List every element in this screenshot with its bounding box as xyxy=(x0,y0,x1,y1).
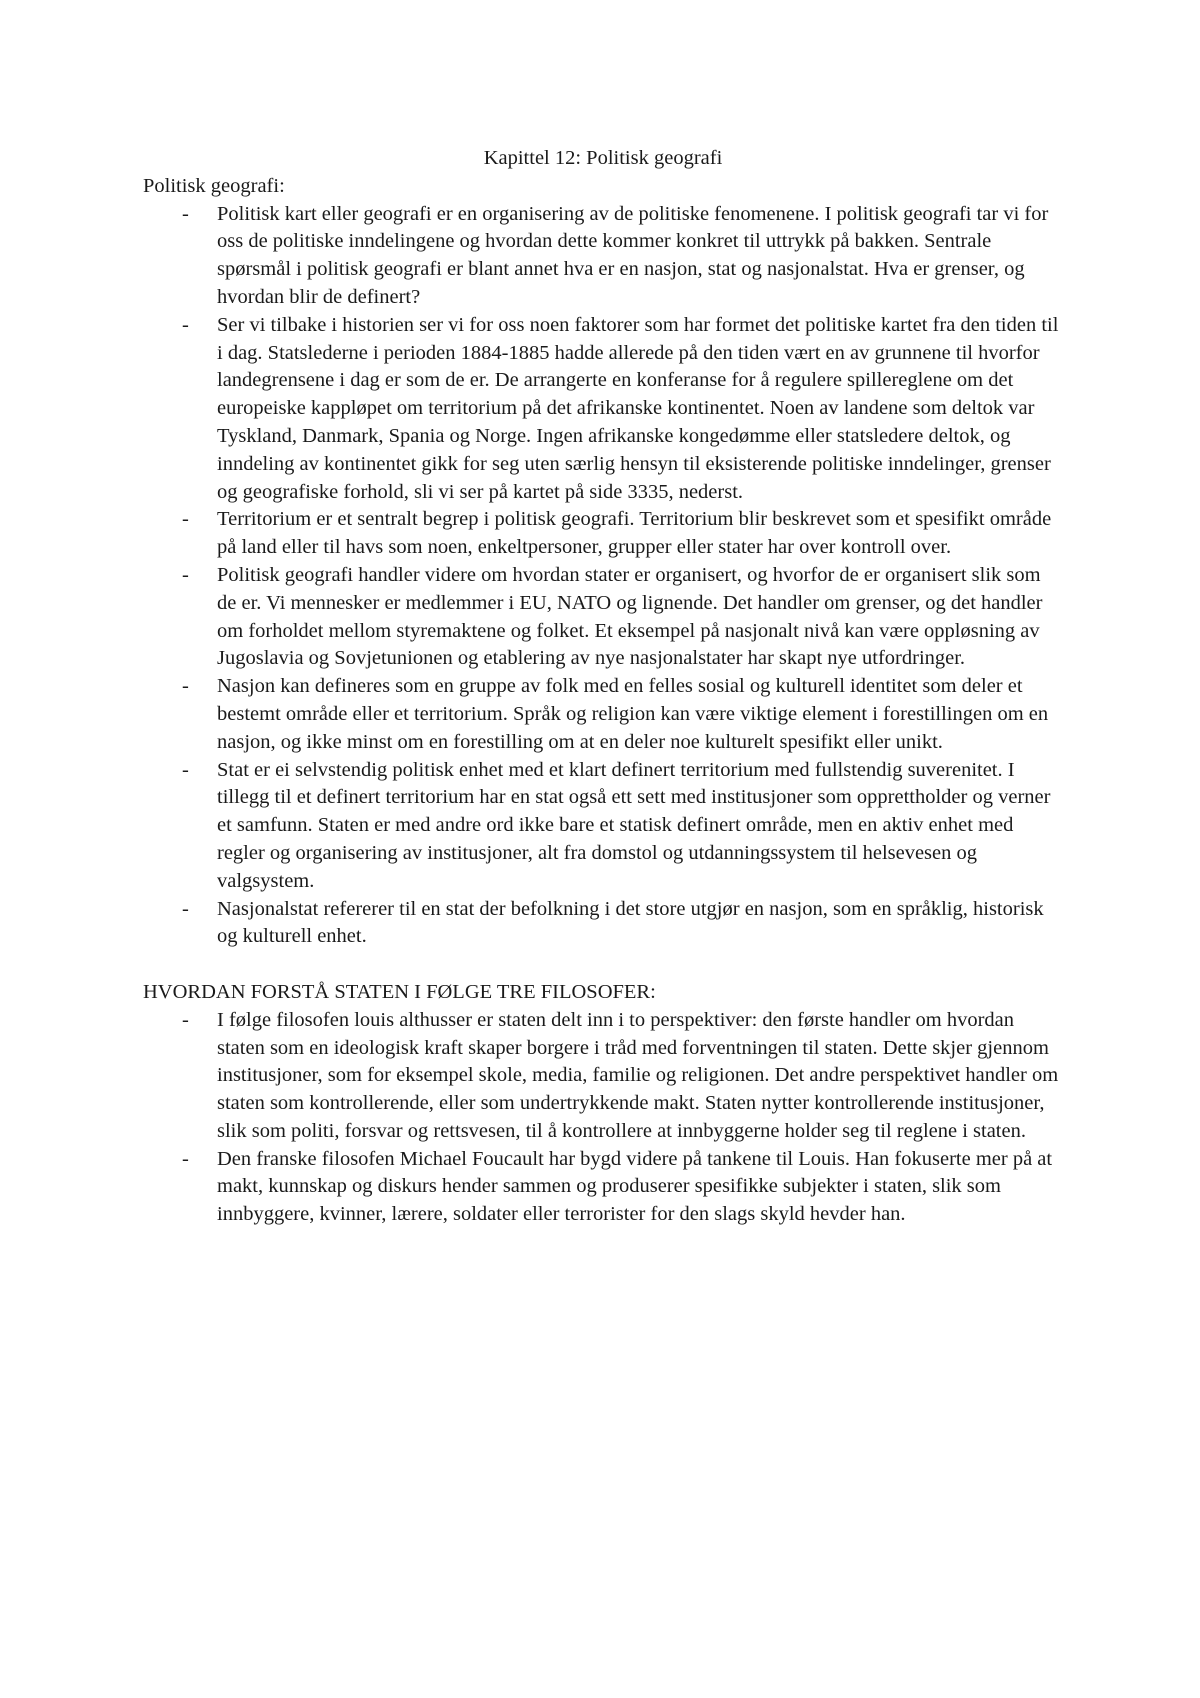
list-item-text: Stat er ei selvstendig politisk enhet med et klart definert territorium med fullstendig suverenitet. I tillegg til et definert territorium har en stat også ett sett med institusjoner som opprettholder og verner et samfunn. Staten er med andre ord ikke bare et statisk definert område, men en aktiv enhet med regler og organisering av institusjoner, alt fra domstol og utdanningssystem til helsevesen og valgsystem. xyxy=(217,758,1051,892)
list-item xyxy=(143,201,1063,312)
bullet-marker: - xyxy=(182,313,189,336)
section-heading: Politisk geografi: xyxy=(143,174,285,197)
bullet-list xyxy=(143,1007,1063,1229)
list-item-text: Politisk geografi handler videre om hvordan stater er organisert, og hvorfor de er organisert slik som de er. Vi mennesker er medlemmer i EU, NATO og lignende. Det handler om grenser, og det handler om forholdet mellom styremaktene og folket. Et eksempel på nasjonalt nivå kan være oppløsning av Jugoslavia og Sovjetunionen og etablering av nye nasjonalstater har skapt nye utfordringer. xyxy=(217,563,1043,670)
section-heading: HVORDAN FORSTÅ STATEN I FØLGE TRE FILOSOFER: xyxy=(143,980,656,1003)
document-content xyxy=(143,145,1063,1229)
bullet-marker: - xyxy=(182,1008,189,1031)
bullet-marker: - xyxy=(182,675,189,698)
list-item xyxy=(143,506,1063,562)
list-item xyxy=(143,312,1063,507)
list-item-text: Nasjon kan defineres som en gruppe av folk med en felles sosial og kulturell identitet som deler et bestemt område eller et territorium. Språk og religion kan være viktige element i forestillingen om en nasjon, og ikke minst om en forestilling om at en deler noe kulturelt spesifikt eller unikt. xyxy=(217,675,1049,753)
list-item-text: Nasjonalstat refererer til en stat der befolkning i det store utgjør en nasjon, som en språklig, historisk og kulturell enhet. xyxy=(217,897,1044,948)
list-item-text: Politisk kart eller geografi er en organisering av de politiske fenomenene. I politisk geografi tar vi for oss de politiske inndelingene og hvordan dette kommer konkret til uttrykk på bakken. Sentrale spørsmål i politisk geografi er blant annet hva er en nasjon, stat og nasjonalstat. Hva er grenser, og hvordan blir de definert? xyxy=(217,202,1049,308)
list-item xyxy=(143,673,1063,756)
list-item xyxy=(143,1146,1063,1229)
bullet-marker: - xyxy=(182,1147,189,1170)
list-item xyxy=(143,757,1063,896)
list-item-text: Den franske filosofen Michael Foucault har bygd videre på tankene til Louis. Han fokuserte mer på at makt, kunnskap og diskurs hender sammen og produserer spesifikke subjekter i staten, slik som innbyggere, kvinner, lærere, soldater eller terrorister for den slags skyld hevder han. xyxy=(217,1147,1053,1226)
list-item-text: Territorium er et sentralt begrep i politisk geografi. Territorium blir beskrevet som et spesifikt område på land eller til havs som noen, enkeltpersoner, grupper eller stater har over kontroll over. xyxy=(217,508,1052,559)
section-politisk-geografi xyxy=(143,173,1063,951)
section-spacer xyxy=(143,951,1063,979)
bullet-marker: - xyxy=(182,563,189,586)
list-item xyxy=(143,1007,1063,1146)
section-filosofer xyxy=(143,979,1063,1229)
bullet-list xyxy=(143,201,1063,952)
bullet-marker: - xyxy=(182,897,189,920)
list-item xyxy=(143,896,1063,952)
bullet-marker: - xyxy=(182,758,189,781)
list-item xyxy=(143,562,1063,673)
list-item-text: I følge filosofen louis althusser er staten delt inn i to perspektiver: den første handler om hvordan staten som en ideologisk kraft skaper borgere i tråd med forventningen til staten. Dette skjer gjennom institusjoner, som for eksempel skole, media, familie og religionen. Det andre perspektivet handler om staten som kontrollerende, eller som undertrykkende makt. Staten nytter kontrollerende institusjoner, slik som politi, forsvar og rettsvesen, til å kontrollere at innbyggerne holder seg til reglene i staten. xyxy=(217,1008,1059,1142)
list-item-text: Ser vi tilbake i historien ser vi for oss noen faktorer som har formet det politiske kartet fra den tiden til i dag. Statslederne i perioden 1884-1885 hadde allerede på den tiden vært en av grunnene til hvorfor landegrensene i dag er som de er. De arrangerte en konferanse for å regulere spillereglene om det europeiske kappløpet om territorium på det afrikanske kontinentet. Noen av landene som deltok var Tyskland, Danmark, Spania og Norge. Ingen afrikanske kongedømme eller statsledere deltok, og inndeling av kontinentet gikk for seg uten særlig hensyn til eksisterende politiske inndelinger, grenser og geografiske forhold, sli vi ser på kartet på side 3335, nederst. xyxy=(217,313,1059,503)
bullet-marker: - xyxy=(182,202,189,225)
bullet-marker: - xyxy=(182,508,189,531)
page-title: Kapittel 12: Politisk geografi xyxy=(483,147,723,169)
